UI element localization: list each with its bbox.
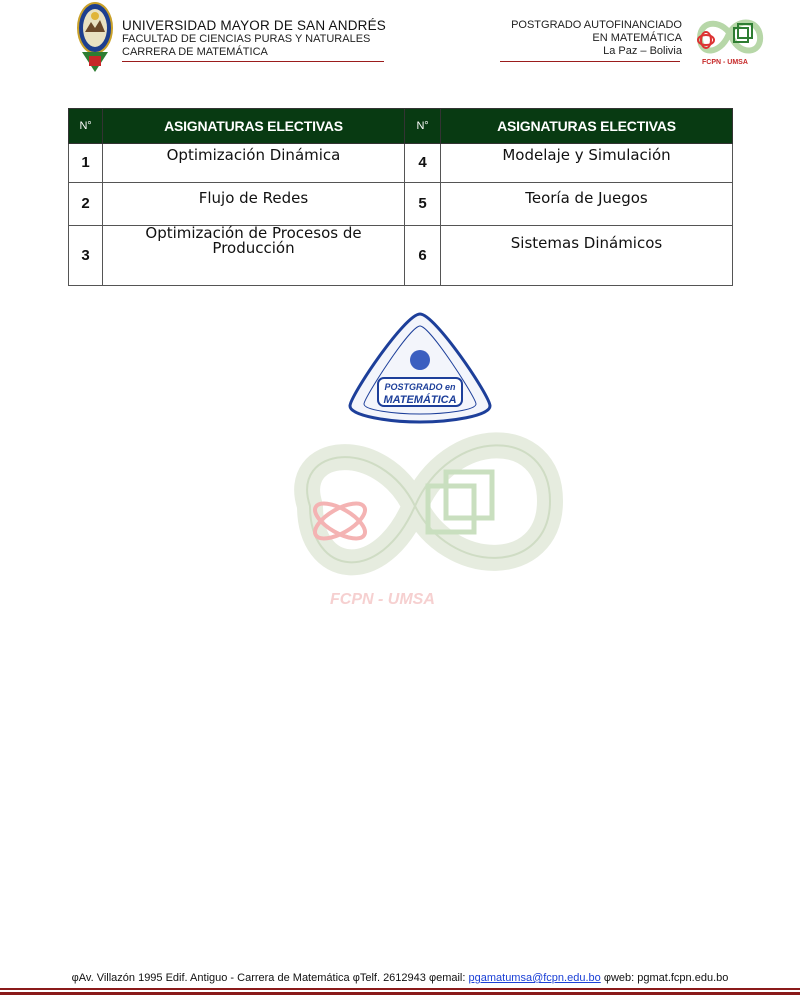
- table-header-row: [69, 109, 733, 144]
- svg-text:FCPN - UMSA: FCPN - UMSA: [330, 591, 435, 608]
- location: La Paz – Bolivia: [603, 45, 682, 57]
- subject-name: Optimización de Procesos de Producción: [103, 226, 405, 286]
- table-row: [69, 144, 733, 183]
- faculty-name: FACULTAD DE CIENCIAS PURAS Y NATURALES: [122, 33, 371, 45]
- header-rule-right: [500, 61, 680, 62]
- footer-email-label: φemail:: [428, 972, 466, 984]
- program-line2: EN MATEMÁTICA: [592, 32, 682, 44]
- program-heading: [442, 19, 682, 58]
- postgrado-watermark-logo: [250, 306, 590, 612]
- row-number: 2: [69, 183, 103, 226]
- row-number: 3: [69, 226, 103, 286]
- footer-rule: [0, 992, 800, 995]
- col-number: N°: [69, 109, 103, 144]
- electives-table: [68, 108, 733, 286]
- svg-text:POSTGRADO en: POSTGRADO en: [384, 382, 456, 392]
- svg-text:MATEMÁTICA: MATEMÁTICA: [383, 394, 457, 406]
- postgrado-logo-icon: [680, 8, 766, 68]
- header-rule-left: [122, 61, 384, 62]
- footer-phone: φTelf. 2612943: [352, 972, 426, 984]
- table-row: [69, 226, 733, 286]
- subject-name: Sistemas Dinámicos: [441, 226, 733, 286]
- career-name: CARRERA DE MATEMÁTICA: [122, 46, 268, 58]
- col-subject: ASIGNATURAS ELECTIVAS: [103, 109, 405, 144]
- footer-web-label: φweb:: [603, 972, 635, 984]
- footer-address: φAv. Villazón 1995 Edif. Antiguo - Carrera de Matemática: [71, 972, 350, 984]
- col-subject: ASIGNATURAS ELECTIVAS: [441, 109, 733, 144]
- program-line1: POSTGRADO AUTOFINANCIADO: [511, 19, 682, 31]
- subject-name: Optimización Dinámica: [103, 144, 405, 183]
- row-number: 4: [405, 144, 441, 183]
- umsa-crest-icon: [74, 0, 116, 74]
- footer-web: pgmat.fcpn.edu.bo: [637, 972, 729, 984]
- svg-text:FCPN - UMSA: FCPN - UMSA: [702, 59, 748, 66]
- footer-rule: [0, 988, 800, 990]
- footer-contact: [0, 972, 800, 984]
- university-name: UNIVERSIDAD MAYOR DE SAN ANDRÉS: [122, 18, 386, 33]
- row-number: 6: [405, 226, 441, 286]
- university-heading: [122, 18, 422, 59]
- subject-name: Flujo de Redes: [103, 183, 405, 226]
- table-row: [69, 183, 733, 226]
- row-number: 1: [69, 144, 103, 183]
- row-number: 5: [405, 183, 441, 226]
- subject-name: Teoría de Juegos: [441, 183, 733, 226]
- col-number: N°: [405, 109, 441, 144]
- subject-name: Modelaje y Simulación: [441, 144, 733, 183]
- footer-email-link[interactable]: pgamatumsa@fcpn.edu.bo: [468, 972, 601, 984]
